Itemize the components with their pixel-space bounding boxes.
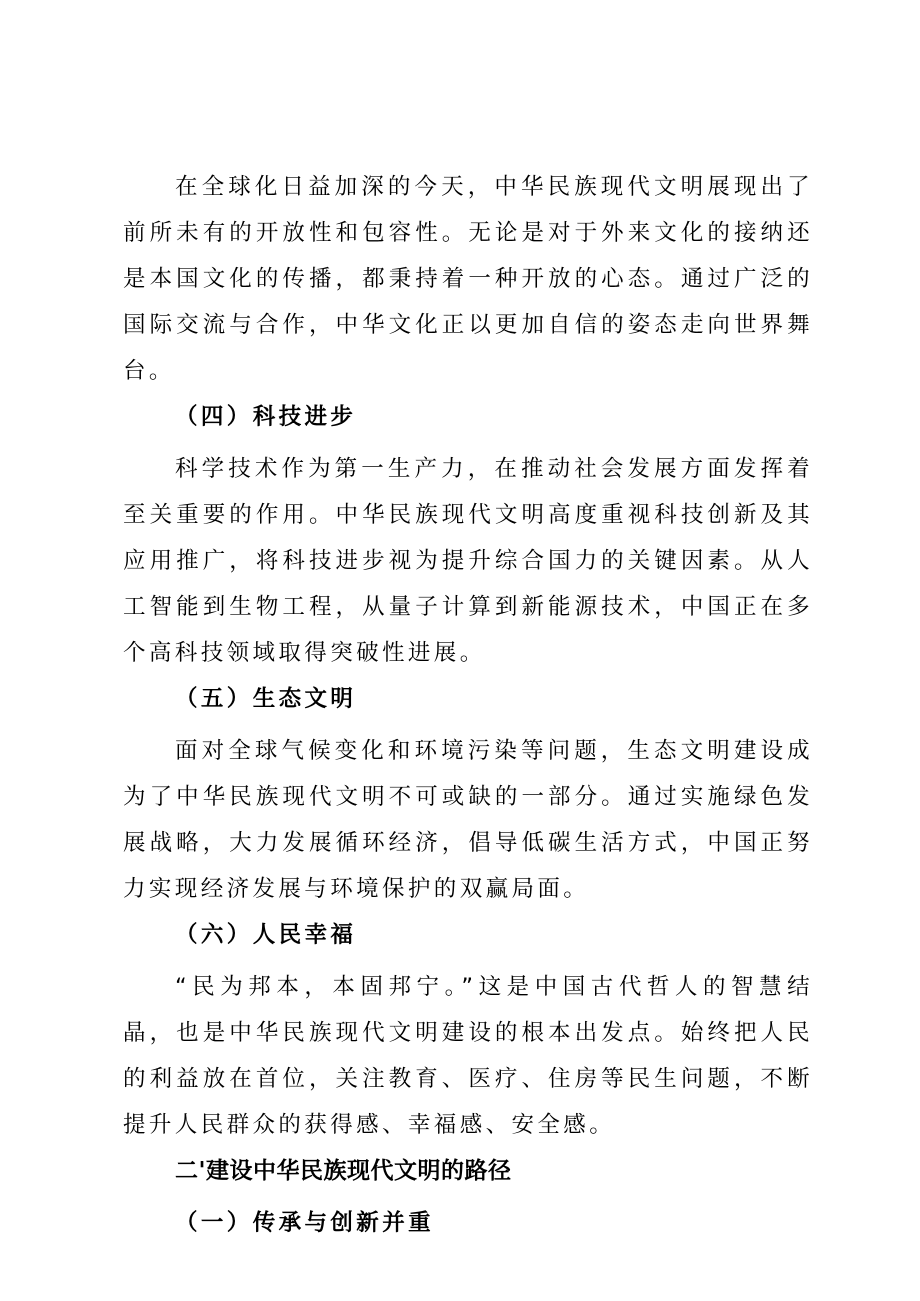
- section-heading-tech: （四）科技进步: [175, 404, 357, 430]
- intro-paragraph: 在全球化日益加深的今天，中华民族现代文明展现出了前所未有的开放性和包容性。无论是对于外来文化的接纳还是本国文化的传播，都秉持着一种开放的心态。通过广泛的国际交流与合作，中华文化正以更加自信的姿态走向世界舞台。: [123, 174, 813, 384]
- section-paragraph-ecology: 面对全球气候变化和环境污染等问题，生态文明建设成为了中华民族现代文明不可或缺的一部分。通过实施绿色发展战略，大力发展循环经济，倡导低碳生活方式，中国正努力实现经济发展与环境保护的双赢局面。: [123, 738, 813, 902]
- section-paragraph-tech: 科学技术作为第一生产力，在推动社会发展方面发挥着至关重要的作用。中华民族现代文明高度重视科技创新及其应用推广，将科技进步视为提升综合国力的关键因素。从人工智能到生物工程，从量子计算到新能源技术，中国正在多个高科技领域取得突破性进展。: [123, 456, 813, 666]
- section-paragraph-happiness: “民为邦本，本固邦宁。”这是中国古代哲人的智慧结晶，也是中华民族现代文明建设的根本出发点。始终把人民的利益放在首位，关注教育、医疗、住房等民生问题，不断提升人民群众的获得感、幸福感、安全感。: [123, 974, 813, 1138]
- document-body: [123, 164, 813, 1252]
- part-two-heading: 二'建设中华民族现代文明的路径: [175, 1158, 512, 1184]
- section-heading-happiness: （六）人民幸福: [175, 922, 357, 948]
- subsection-heading-inherit: （一）传承与创新并重: [175, 1210, 435, 1236]
- section-heading-ecology: （五）生态文明: [175, 686, 357, 712]
